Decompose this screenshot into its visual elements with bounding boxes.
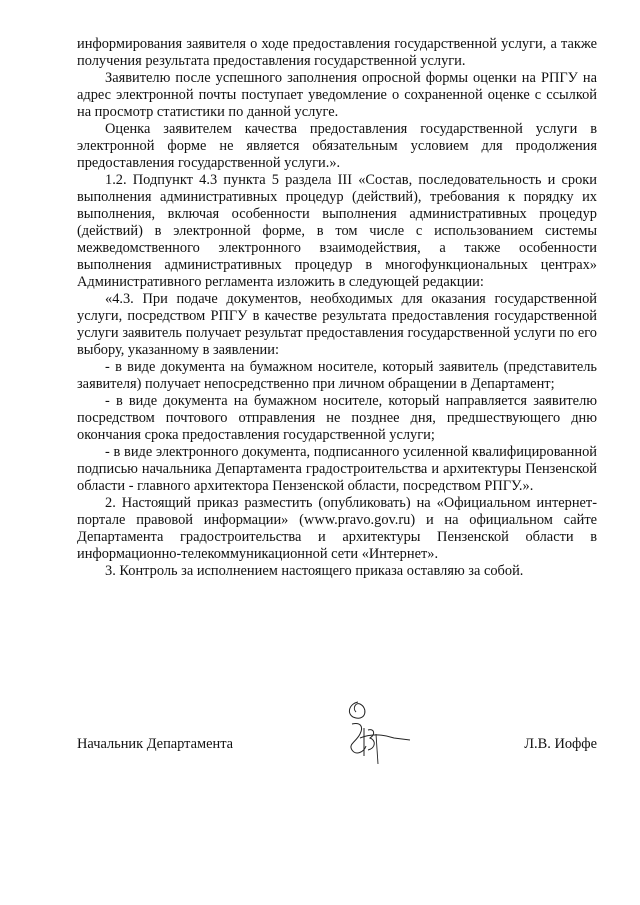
paragraph: 1.2. Подпункт 4.3 пункта 5 раздела III «Состав, последовательность и сроки выполнения административных процедур (действий), требования к порядку их выполнения, включая особенности выполнения административных процедур (действий) в электронной форме, в том числе с использованием системы межведомственного электронного взаимодействия, а также особенности выполнения административных процедур в многофункциональных центрах» Административного регламента изложить в следующей редакции: [77, 172, 597, 290]
paragraph: «4.3. При подаче документов, необходимых для оказания государственной услуги, посредством РПГУ в качестве результата предоставления государственной услуги заявитель получает результат предоставления государственной услуги по его выбору, указанному в заявлении: [77, 291, 597, 358]
paragraph: Заявителю после успешного заполнения опросной формы оценки на РПГУ на адрес электронной почты поступает уведомление о сохраненной оценке с ссылкой на просмотр статистики по данной услуге. [77, 70, 597, 120]
position-title: Начальник Департамента [77, 736, 234, 752]
paragraph: 2. Настоящий приказ разместить (опубликовать) на «Официальном интернет-портале правовой информации» (www.pravo.gov.ru) и на официальном сайте Департамента градостроительства и архитектуры Пензенской области в информационно-телекоммуникационной сети «Интернет». [77, 495, 597, 562]
list-item: - в виде электронного документа, подписанного усиленной квалифицированной подписью начальника Департамента градостроительства и архитектуры Пензенской области - главного архитектора Пензенской области, посредством РПГУ.». [77, 444, 597, 494]
handwritten-signature [330, 694, 420, 769]
document-body [77, 36, 597, 580]
list-item: - в виде документа на бумажном носителе, который заявитель (представитель заявителя) получает непосредственно при личном обращении в Департамент; [77, 359, 597, 392]
paragraph: информирования заявителя о ходе предоставления государственной услуги, а также получения результата предоставления государственной услуги. [77, 36, 597, 69]
paragraph: 3. Контроль за исполнением настоящего приказа оставляю за собой. [105, 563, 524, 579]
signature-block [77, 736, 597, 756]
signer-name: Л.В. Иоффе [524, 736, 597, 752]
list-item: - в виде документа на бумажном носителе, который направляется заявителю посредством почтового отправления не позднее дня, предшествующего дню окончания срока предоставления государственной услуги; [77, 393, 597, 443]
paragraph: Оценка заявителем качества предоставления государственной услуги в электронной форме не является обязательным условием для продолжения предоставления государственной услуги.». [77, 121, 597, 171]
